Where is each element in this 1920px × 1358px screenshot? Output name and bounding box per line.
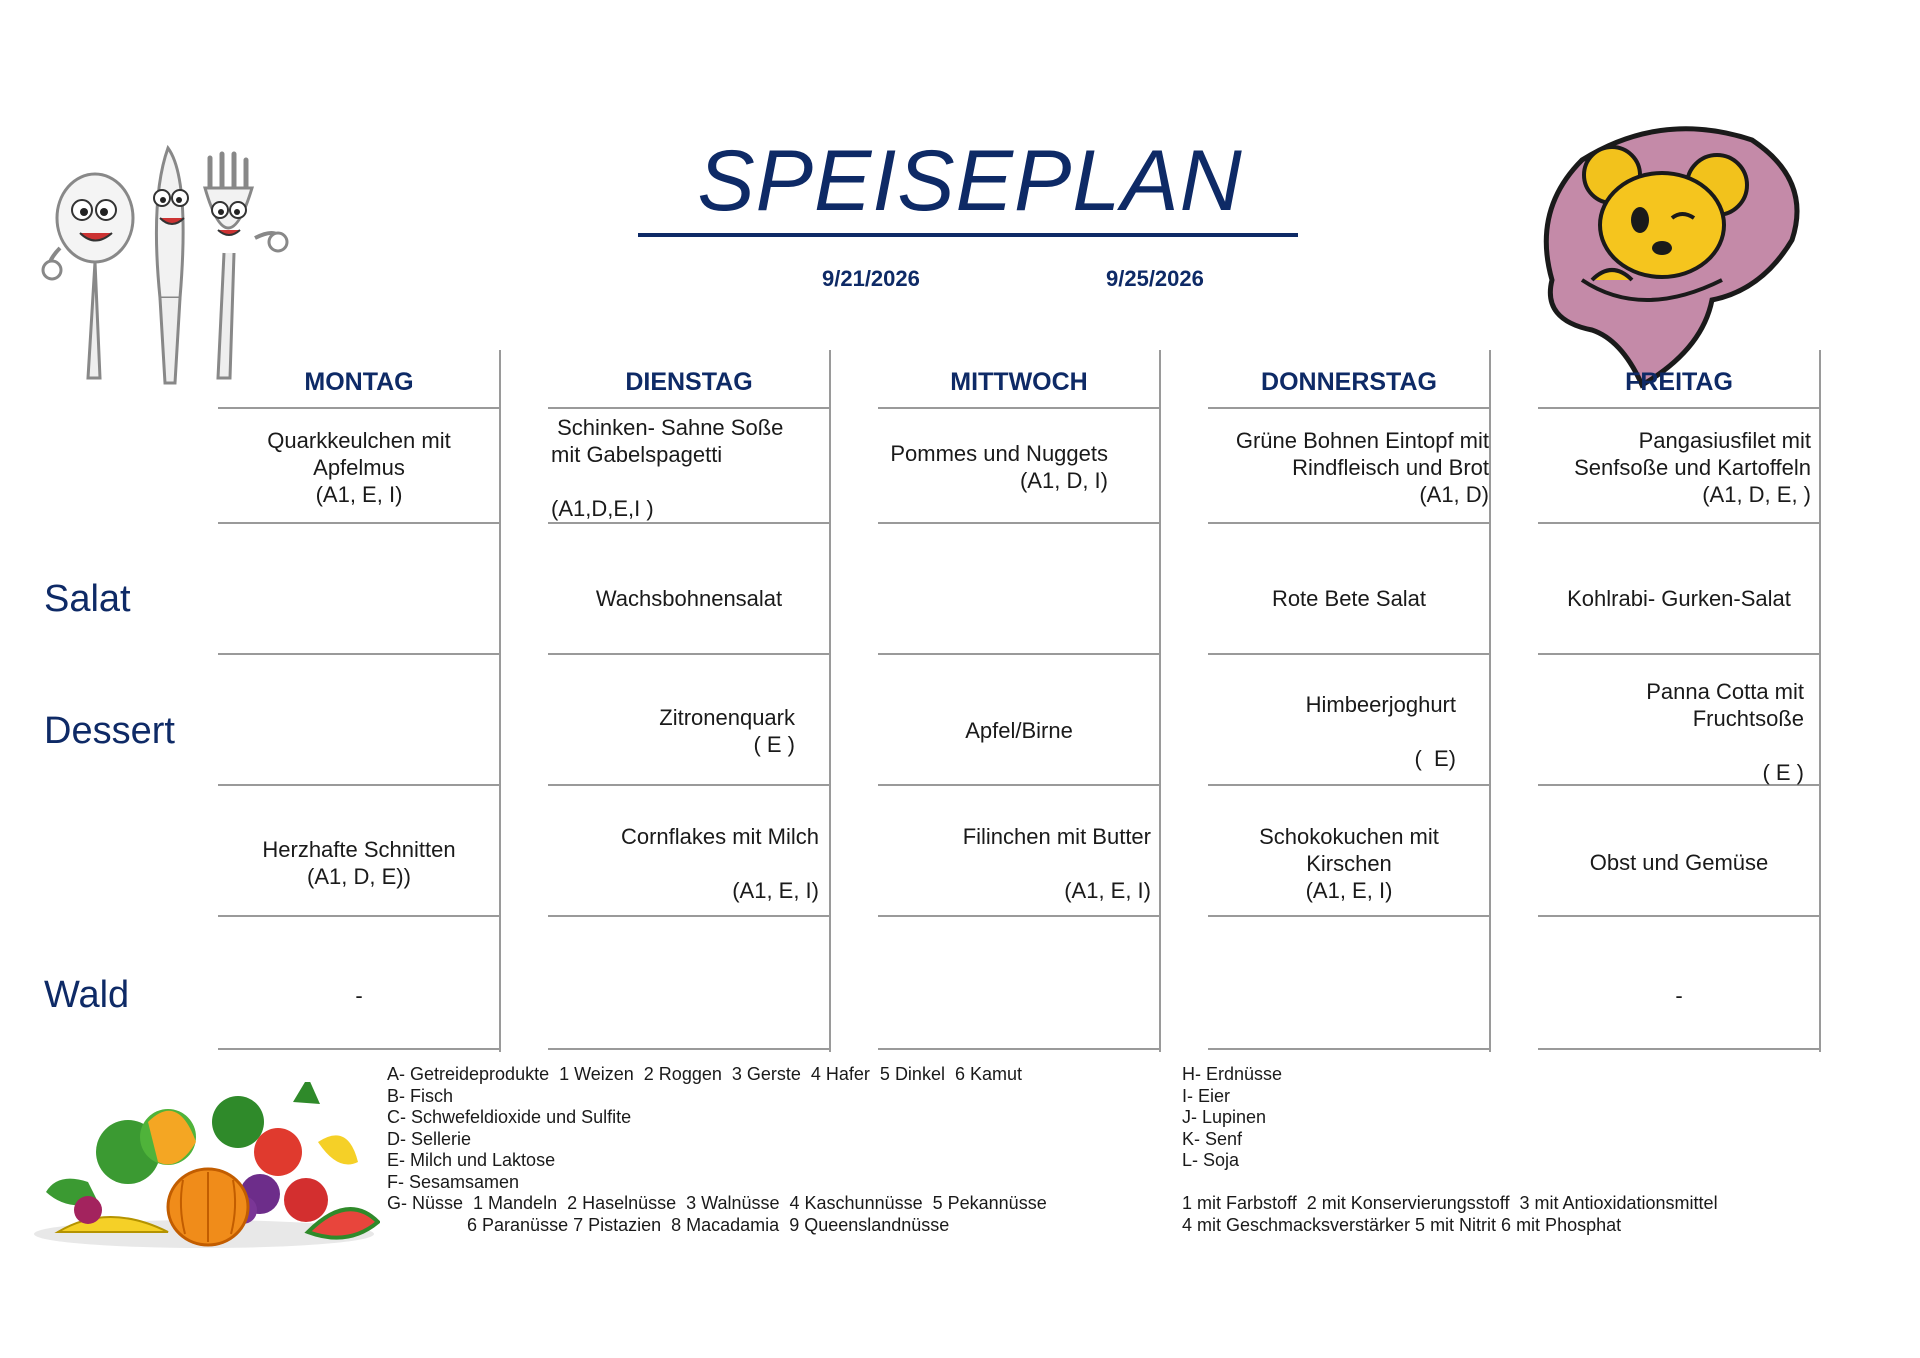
row-divider <box>1538 407 1821 409</box>
meal-cell-mittwoch-vesper: Filinchen mit Butter (A1, E, I) <box>962 824 1151 903</box>
meal-cell-donnerstag-salat: Rote Bete Salat <box>1271 586 1427 611</box>
meal-cell-freitag-mittag: Pangasiusfilet mit Senfsoße und Kartoffeln (A1, D, E, ) <box>1574 428 1811 507</box>
row-divider <box>548 522 831 524</box>
row-divider <box>218 1048 501 1050</box>
row-divider <box>1208 407 1491 409</box>
row-divider <box>1538 1048 1821 1050</box>
row-divider <box>218 407 501 409</box>
meal-cell-donnerstag-mittag: Grüne Bohnen Eintopf mit Rindfleisch und Brot (A1, D) <box>1235 428 1489 507</box>
row-divider <box>1208 915 1491 917</box>
row-divider <box>878 653 1161 655</box>
row-divider <box>1538 915 1821 917</box>
row-divider <box>548 784 831 786</box>
additives-legend: 1 mit Farbstoff 2 mit Konservierungsstoff 3 mit Antioxidationsmittel 4 mit Geschmacksverstärker 5 mit Nitrit 6 mit Phosphat <box>1182 1193 1718 1235</box>
row-divider <box>1538 653 1821 655</box>
row-divider <box>878 407 1161 409</box>
cutlery-mascot-icon <box>40 138 290 388</box>
column-divider <box>1489 350 1491 1052</box>
row-divider <box>218 784 501 786</box>
day-header-dienstag: DIENSTAG <box>625 368 753 396</box>
allergen-legend-right: H- Erdnüsse I- Eier J- Lupinen K- Senf L- Soja <box>1182 1064 1283 1170</box>
row-divider <box>878 784 1161 786</box>
row-label-dessert: Dessert <box>44 710 175 752</box>
row-label-salat: Salat <box>44 578 131 620</box>
row-divider <box>548 653 831 655</box>
meal-cell-montag-mittag: Quarkkeulchen mit Apfelmus (A1, E, I) <box>267 428 451 507</box>
column-divider <box>1819 350 1821 1052</box>
row-divider <box>1208 653 1491 655</box>
meal-cell-mittwoch-mittag: Pommes und Nuggets (A1, D, I) <box>890 441 1108 493</box>
day-header-montag: MONTAG <box>304 368 414 396</box>
column-divider <box>1159 350 1161 1052</box>
meal-cell-dienstag-vesper: Cornflakes mit Milch (A1, E, I) <box>620 824 819 903</box>
meal-cell-dienstag-salat: Wachsbohnensalat <box>595 586 783 611</box>
row-divider <box>218 653 501 655</box>
row-label-wald: Wald <box>44 974 130 1016</box>
row-divider <box>1208 522 1491 524</box>
date-from: 9/21/2026 <box>822 266 920 291</box>
meal-cell-dienstag-mittag: Schinken- Sahne Soße mit Gabelspagetti (A1,D,E,I ) <box>551 415 784 521</box>
fruit-vegetables-icon <box>28 1082 380 1252</box>
meal-cell-montag-wald: - <box>355 983 363 1008</box>
meal-cell-freitag-salat: Kohlrabi- Gurken-Salat <box>1567 586 1791 611</box>
meal-cell-montag-vesper: Herzhafte Schnitten (A1, D, E)) <box>262 837 456 889</box>
row-divider <box>548 1048 831 1050</box>
title-underline <box>638 233 1298 237</box>
row-divider <box>1538 522 1821 524</box>
day-header-freitag: FREITAG <box>1625 368 1733 396</box>
row-divider <box>1208 784 1491 786</box>
meal-cell-freitag-vesper: Obst und Gemüse <box>1589 850 1769 875</box>
day-header-mittwoch: MITTWOCH <box>950 368 1088 396</box>
row-divider <box>878 915 1161 917</box>
row-divider <box>878 1048 1161 1050</box>
allergen-legend-left: A- Getreideprodukte 1 Weizen 2 Roggen 3 Gerste 4 Hafer 5 Dinkel 6 Kamut B- Fisch C- Schwefeldioxide und Sulfite D- Sellerie E- Milch und Laktose F- Sesamsamen G- Nüsse 1 Mandeln 2 Haselnüsse 3 Walnüsse 4 Kaschunnüsse 5 Pekannüsse 6 Paranüsse 7 Pistazien 8 Macadamia 9 Queenslandnüsse <box>387 1064 1047 1235</box>
row-divider <box>548 407 831 409</box>
meal-cell-donnerstag-dessert: Himbeerjoghurt ( E) <box>1305 692 1456 771</box>
meal-cell-donnerstag-vesper: Schokokuchen mit Kirschen (A1, E, I) <box>1259 824 1439 903</box>
day-header-donnerstag: DONNERSTAG <box>1261 368 1437 396</box>
date-to: 9/25/2026 <box>1106 266 1204 291</box>
meal-cell-freitag-wald: - <box>1675 983 1683 1008</box>
bear-mascot-icon <box>1522 120 1812 390</box>
row-divider <box>218 915 501 917</box>
row-divider <box>878 522 1161 524</box>
meal-cell-mittwoch-dessert: Apfel/Birne <box>965 718 1073 743</box>
meal-cell-dienstag-dessert: Zitronenquark ( E ) <box>659 705 795 757</box>
row-divider <box>548 915 831 917</box>
meal-cell-freitag-dessert: Panna Cotta mit Fruchtsoße ( E ) <box>1646 679 1804 785</box>
row-divider <box>1208 1048 1491 1050</box>
row-divider <box>218 522 501 524</box>
page-title: SPEISEPLAN <box>697 133 1243 229</box>
